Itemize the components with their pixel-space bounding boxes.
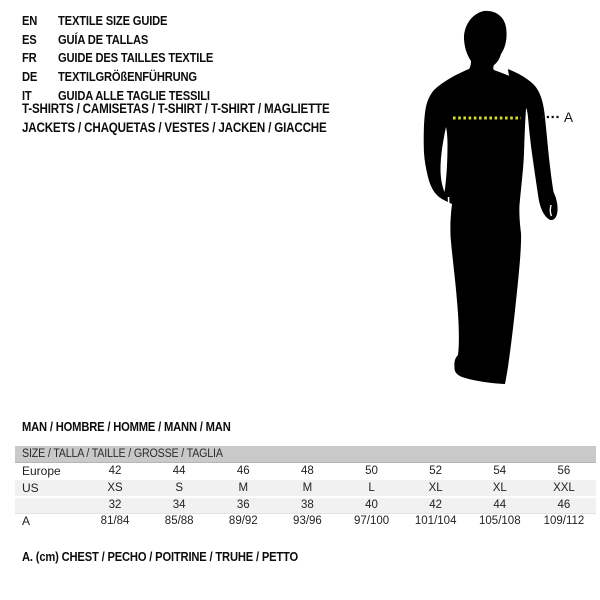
row-label: A <box>22 514 31 529</box>
category-lines <box>22 99 380 137</box>
language-label: GUIDE DES TAILLES TEXTILE <box>58 50 214 66</box>
table-cell: 93/96 <box>293 515 322 528</box>
man-silhouette-body <box>424 11 538 384</box>
table-cell: 50 <box>365 465 378 478</box>
table-cell: XL <box>428 481 443 494</box>
table-cell: S <box>175 481 184 494</box>
table-cell: 54 <box>493 465 507 478</box>
language-label: GUIDA ALLE TAGLIE TESSILI <box>58 87 210 103</box>
size-table <box>15 446 596 529</box>
table-row-europe <box>15 463 596 480</box>
table-cell: 101/104 <box>414 515 457 528</box>
language-label: GUÍA DE TALLAS <box>58 31 149 47</box>
table-row-chest-cm <box>15 513 596 530</box>
section-title-man: MAN / HOMBRE / HOMME / MANN / MAN <box>22 419 231 434</box>
man-silhouette-figure <box>402 3 592 395</box>
pocket-crease <box>449 197 451 247</box>
table-cell: 40 <box>365 499 378 512</box>
table-cell: XL <box>492 481 507 494</box>
table-cell: 81/84 <box>100 515 130 528</box>
table-cell: 46 <box>236 465 250 478</box>
table-cell: L <box>368 481 375 494</box>
table-cell: 109/112 <box>543 515 585 528</box>
table-cell: 56 <box>557 465 571 478</box>
table-cell: 32 <box>108 499 122 512</box>
table-cell: 38 <box>301 499 314 512</box>
size-table-header <box>15 446 596 463</box>
language-row <box>22 30 238 49</box>
measurement-label-a: A <box>564 110 574 125</box>
table-cell: 36 <box>236 499 250 512</box>
table-row-us <box>15 480 596 497</box>
table-cell: M <box>238 481 249 494</box>
row-label: Europe <box>22 464 61 479</box>
language-code: DE <box>22 68 38 84</box>
table-cell: XXL <box>553 481 575 494</box>
category-jackets: JACKETS / CHAQUETAS / VESTES / JACKEN / GIACCHE <box>22 120 327 135</box>
table-cell: 44 <box>493 499 507 512</box>
table-cell: 42 <box>429 499 443 512</box>
language-code: ES <box>22 31 37 47</box>
language-row <box>22 48 238 67</box>
table-cell: 46 <box>557 499 571 512</box>
footnote-chest-measurement: A. (cm) CHEST / PECHO / POITRINE / TRUHE / PETTO <box>22 549 299 564</box>
category-tshirts: T-SHIRTS / CAMISETAS / T-SHIRT / T-SHIRT / MAGLIETTE <box>22 101 330 116</box>
table-cell: 44 <box>172 465 186 478</box>
table-cell: XS <box>107 481 123 494</box>
language-row <box>22 67 238 86</box>
language-guide-list <box>22 11 238 104</box>
table-cell: 105/108 <box>479 515 521 528</box>
table-cell: 34 <box>172 499 186 512</box>
table-cell: 89/92 <box>228 515 258 528</box>
language-code: IT <box>22 87 32 103</box>
size-table-header-label: SIZE / TALLA / TAILLE / GRÖSSE / TAGLIA <box>22 448 223 460</box>
language-label: TEXTILE SIZE GUIDE <box>58 12 168 28</box>
table-cell: M <box>302 481 313 494</box>
table-cell: 52 <box>429 465 443 478</box>
language-row <box>22 11 238 30</box>
language-code: FR <box>22 50 37 66</box>
table-cell: 48 <box>301 465 314 478</box>
table-cell: 85/88 <box>164 515 194 528</box>
table-cell: 97/100 <box>353 515 390 528</box>
table-row-numeric <box>15 496 596 513</box>
table-cell: 42 <box>108 465 122 478</box>
row-label: US <box>22 480 39 495</box>
language-code: EN <box>22 12 38 28</box>
language-label: TEXTILGRÖßENFÜHRUNG <box>58 68 197 84</box>
